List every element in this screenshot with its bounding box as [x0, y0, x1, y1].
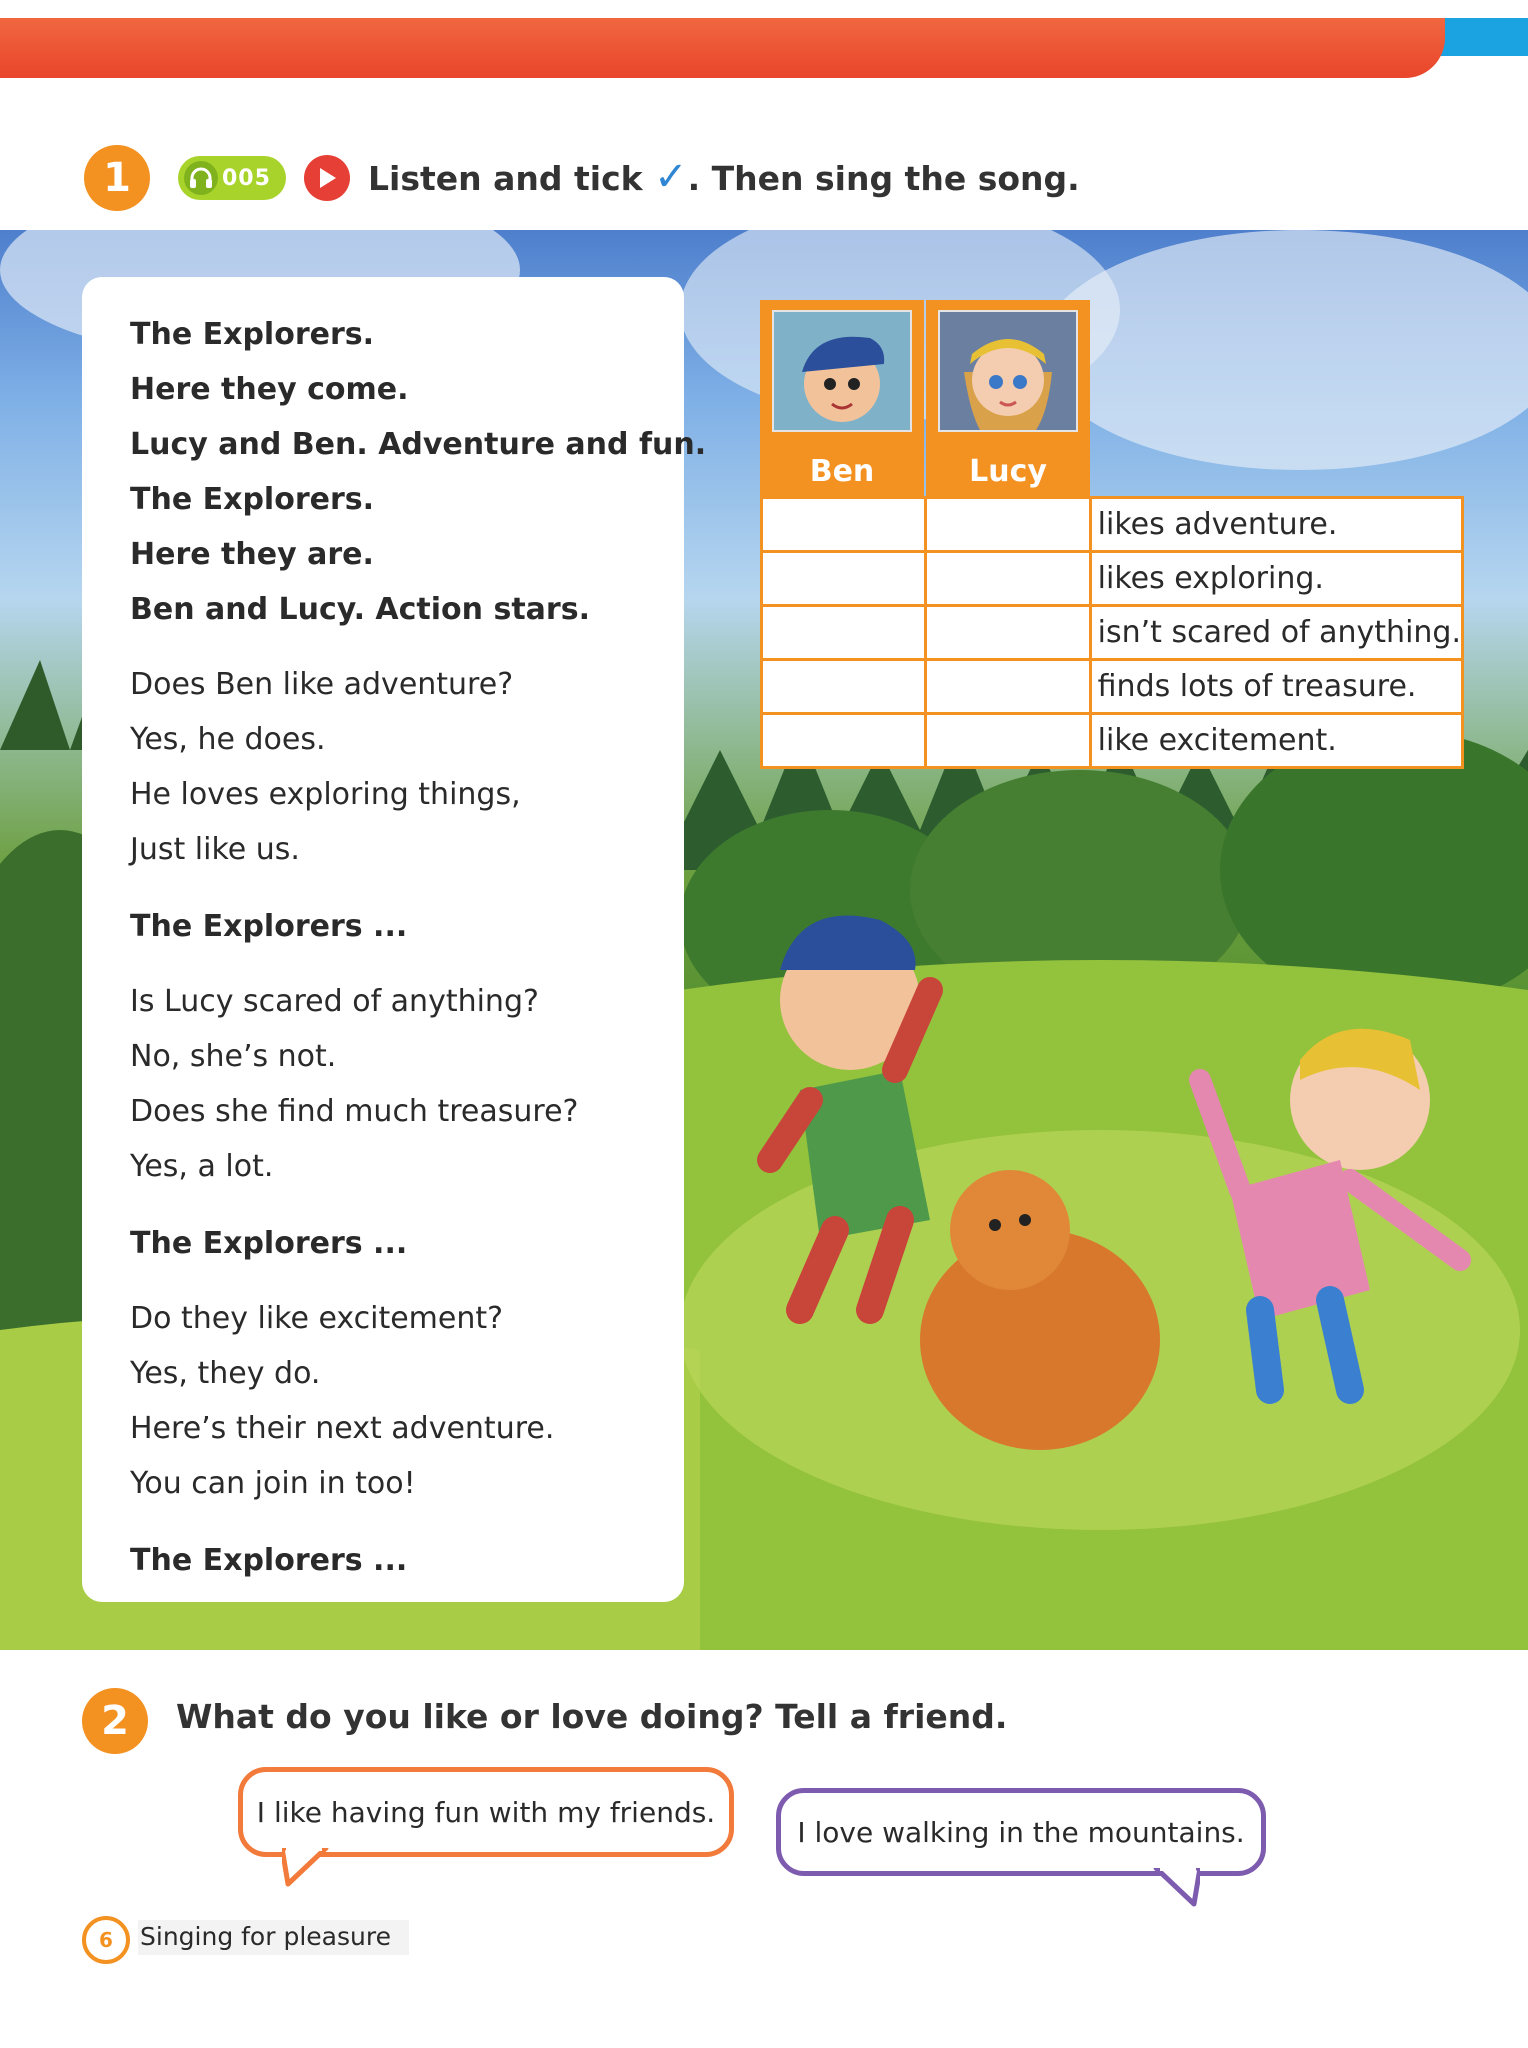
- column-header-ben: [760, 300, 924, 496]
- table-row: [762, 714, 1463, 768]
- headphones-icon: [184, 161, 218, 195]
- lyric-line: Is Lucy scared of anything?: [130, 984, 539, 1019]
- tick-box-ben[interactable]: [762, 606, 926, 660]
- lucy-portrait: [938, 310, 1078, 432]
- row-phrase: isn’t scared of anything.: [1090, 606, 1462, 660]
- tick-box-lucy[interactable]: [926, 498, 1090, 552]
- page-number: 6: [82, 1916, 130, 1964]
- table-row: [762, 660, 1463, 714]
- lyric-line: Do they like excitement?: [130, 1301, 504, 1336]
- instruction-part-2: . Then sing the song.: [687, 159, 1080, 198]
- speech-bubble-left-tail: [282, 1848, 332, 1888]
- lyric-line: The Explorers ...: [130, 1543, 408, 1578]
- lyric-line: The Explorers ...: [130, 909, 408, 944]
- lyric-line: Lucy and Ben. Adventure and fun.: [130, 427, 707, 462]
- speech-bubble-left: I like having fun with my friends.: [238, 1767, 734, 1857]
- table-row: [762, 552, 1463, 606]
- tick-box-ben[interactable]: [762, 498, 926, 552]
- audio-track-button[interactable]: [178, 156, 286, 200]
- exercise-1-instruction: [368, 154, 1080, 200]
- row-phrase: likes adventure.: [1090, 498, 1462, 552]
- lyric-line: He loves exploring things,: [130, 777, 521, 812]
- lyric-line: Yes, a lot.: [130, 1149, 274, 1184]
- speech-bubble-right-tail: [1150, 1868, 1200, 1908]
- tick-box-lucy[interactable]: [926, 552, 1090, 606]
- column-header-label: Ben: [809, 454, 875, 489]
- row-phrase: finds lots of treasure.: [1090, 660, 1462, 714]
- audio-track-number: 005: [222, 165, 271, 191]
- lyric-line: The Explorers ...: [130, 1226, 408, 1261]
- column-header-label: Lucy: [969, 454, 1047, 489]
- instruction-part-1: Listen and tick: [368, 159, 643, 198]
- lyric-line: The Explorers.: [130, 482, 375, 517]
- song-lyrics-card: [82, 277, 707, 1602]
- footer-label: Singing for pleasure: [138, 1920, 409, 1955]
- lyric-line: Here they are.: [130, 537, 374, 572]
- exercise-1-number: 1: [84, 145, 150, 211]
- lyric-line: Yes, he does.: [130, 722, 326, 757]
- lyric-line: Just like us.: [130, 832, 300, 867]
- lyric-line: Does she find much treasure?: [130, 1094, 579, 1129]
- tick-box-ben[interactable]: [762, 660, 926, 714]
- exercise-2-number: 2: [82, 1688, 148, 1754]
- tick-box-lucy[interactable]: [926, 660, 1090, 714]
- lyric-line: The Explorers.: [130, 317, 375, 352]
- play-icon: [317, 167, 337, 189]
- lyric-line: Ben and Lucy. Action stars.: [130, 592, 590, 627]
- table-row: [762, 606, 1463, 660]
- lyric-line: You can join in too!: [130, 1466, 416, 1501]
- tick-box-lucy[interactable]: [926, 714, 1090, 768]
- lyric-line: Does Ben like adventure?: [130, 667, 514, 702]
- ben-portrait: [772, 310, 912, 432]
- tick-grid: [760, 496, 1464, 769]
- column-header-lucy: [926, 300, 1090, 496]
- lyric-line: No, she’s not.: [130, 1039, 337, 1074]
- lyric-line: Yes, they do.: [130, 1356, 321, 1391]
- lyric-line: Here they come.: [130, 372, 409, 407]
- speech-bubble-right: I love walking in the mountains.: [776, 1788, 1266, 1876]
- tick-icon: ✓: [654, 154, 688, 200]
- row-phrase: like excitement.: [1090, 714, 1462, 768]
- play-video-button[interactable]: [304, 155, 350, 201]
- row-phrase: likes exploring.: [1090, 552, 1462, 606]
- tick-box-lucy[interactable]: [926, 606, 1090, 660]
- tick-box-ben[interactable]: [762, 714, 926, 768]
- exercise-2-question: What do you like or love doing? Tell a friend.: [176, 1697, 1008, 1736]
- lyric-line: Here’s their next adventure.: [130, 1411, 555, 1446]
- tick-box-ben[interactable]: [762, 552, 926, 606]
- table-row: [762, 498, 1463, 552]
- top-banner-red: [0, 18, 1445, 78]
